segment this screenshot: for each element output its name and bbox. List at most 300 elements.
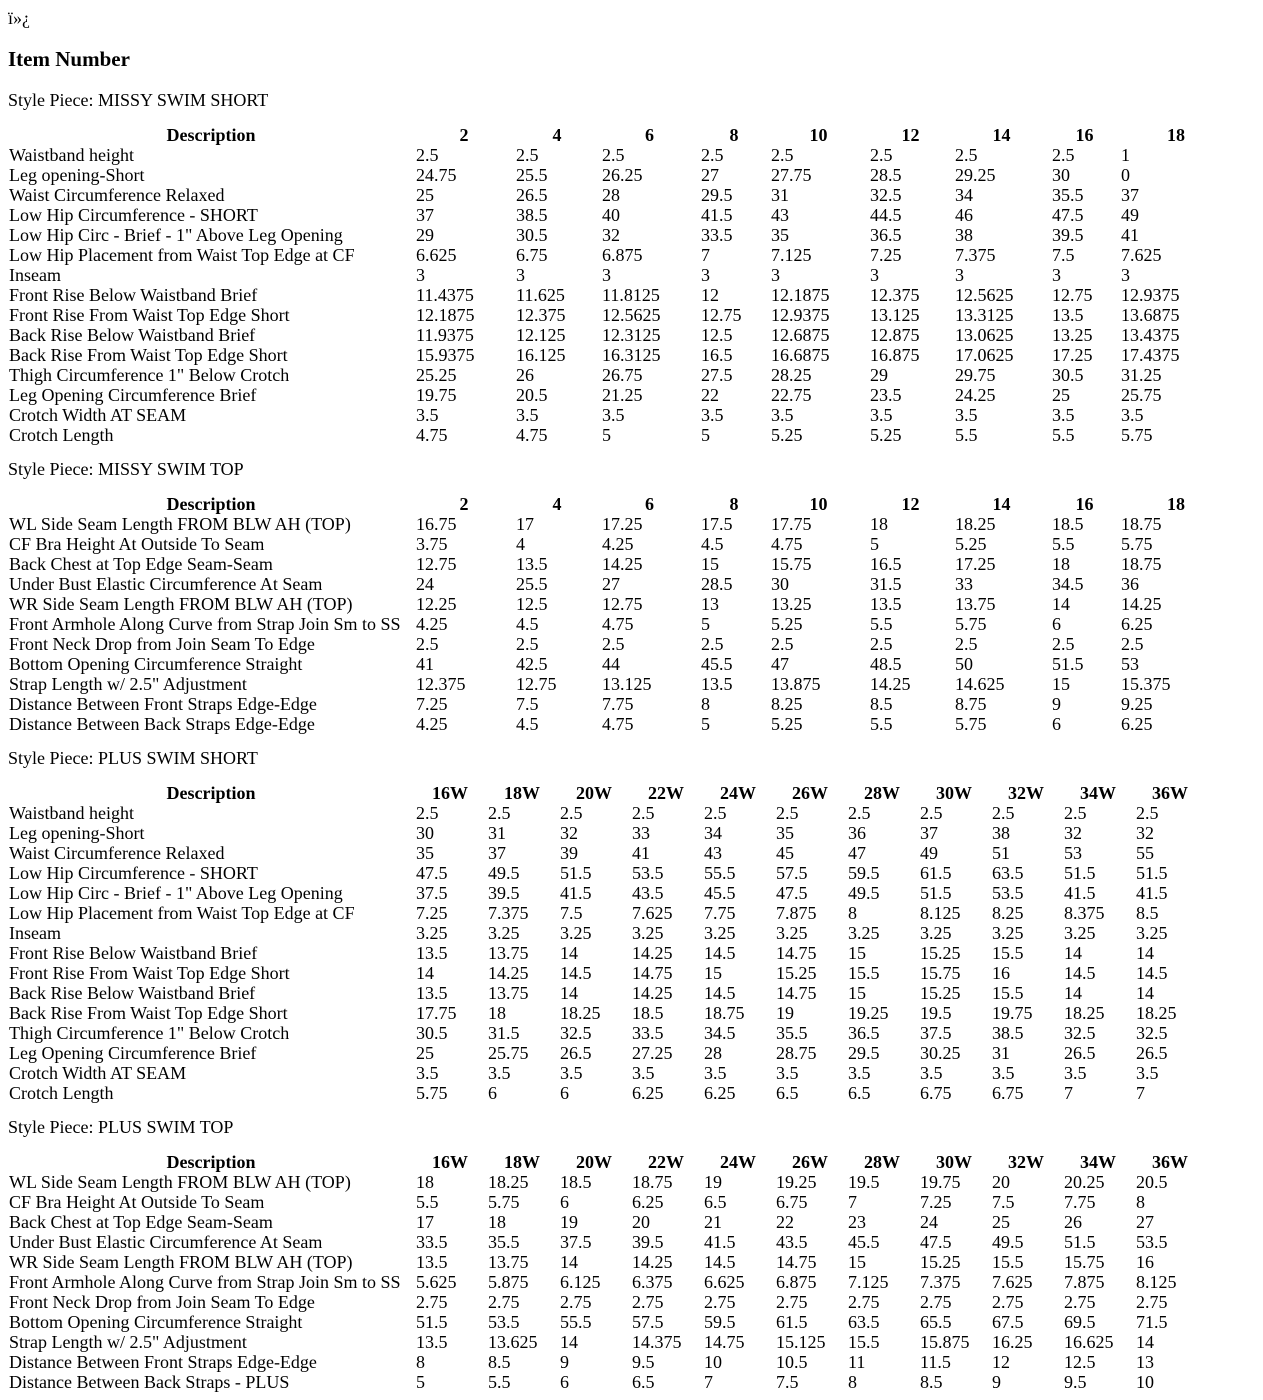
- value-cell: 2.5: [416, 634, 439, 654]
- table-row: [8, 614, 1233, 634]
- value-cell: 4: [516, 534, 525, 554]
- value-cell: 2.5: [771, 634, 794, 654]
- value-cell: 18.25: [1064, 1003, 1105, 1023]
- size-column-header: 18: [1167, 494, 1185, 514]
- value-cell: 47.5: [920, 1232, 952, 1252]
- value-cell: 19.5: [920, 1003, 952, 1023]
- value-cell: 2.5: [870, 145, 893, 165]
- value-cell: 6: [560, 1192, 569, 1212]
- value-cell: 13.5: [870, 594, 902, 614]
- description-cell: Inseam: [9, 265, 61, 285]
- description-cell: Bottom Opening Circumference Straight: [9, 1312, 303, 1332]
- size-chart-table: [8, 783, 1206, 1103]
- description-cell: WL Side Seam Length FROM BLW AH (TOP): [9, 514, 351, 534]
- value-cell: 27.5: [701, 365, 733, 385]
- value-cell: 51.5: [1052, 654, 1084, 674]
- size-column-header: 2: [459, 494, 469, 514]
- table-row: [8, 574, 1233, 594]
- value-cell: 17.75: [771, 514, 812, 534]
- value-cell: 3.25: [560, 923, 592, 943]
- value-cell: 2.5: [632, 803, 655, 823]
- value-cell: 13.5: [416, 1252, 448, 1272]
- value-cell: 53.5: [992, 883, 1024, 903]
- value-cell: 7.125: [848, 1272, 889, 1292]
- value-cell: 4.75: [516, 425, 548, 445]
- size-column-header: 28W: [864, 783, 900, 803]
- value-cell: 0: [1121, 165, 1130, 185]
- value-cell: 43.5: [632, 883, 664, 903]
- table-row: [8, 185, 1233, 205]
- value-cell: 2.75: [1064, 1292, 1096, 1312]
- value-cell: 2.5: [602, 634, 625, 654]
- value-cell: 18.75: [1121, 554, 1162, 574]
- value-cell: 24.75: [416, 165, 457, 185]
- value-cell: 20.5: [516, 385, 548, 405]
- value-cell: 3.5: [560, 1063, 583, 1083]
- value-cell: 6.5: [848, 1083, 871, 1103]
- value-cell: 15.125: [776, 1332, 826, 1352]
- value-cell: 36.5: [848, 1023, 880, 1043]
- value-cell: 49.5: [848, 883, 880, 903]
- value-cell: 34: [955, 185, 973, 205]
- value-cell: 18.25: [955, 514, 996, 534]
- description-cell: Front Armhole Along Curve from Strap Join Sm to SS: [9, 1272, 401, 1292]
- value-cell: 17.4375: [1121, 345, 1180, 365]
- value-cell: 63.5: [848, 1312, 880, 1332]
- value-cell: 15.25: [920, 943, 961, 963]
- value-cell: 13.5: [416, 943, 448, 963]
- size-column-header: 6: [645, 494, 654, 514]
- value-cell: 2.5: [516, 145, 539, 165]
- table-row: [8, 1083, 1206, 1103]
- style-piece-section: [8, 90, 1255, 445]
- value-cell: 5: [701, 425, 710, 445]
- value-cell: 14.5: [704, 1252, 736, 1272]
- value-cell: 10: [704, 1352, 722, 1372]
- value-cell: 31: [771, 185, 789, 205]
- value-cell: 61.5: [920, 863, 952, 883]
- value-cell: 26: [1064, 1212, 1082, 1232]
- value-cell: 6: [560, 1083, 569, 1103]
- table-row: [8, 843, 1206, 863]
- value-cell: 7.25: [870, 245, 902, 265]
- table-row: [8, 165, 1233, 185]
- value-cell: 3.5: [701, 405, 724, 425]
- value-cell: 12.1875: [771, 285, 830, 305]
- value-cell: 30.5: [416, 1023, 448, 1043]
- table-row: [8, 714, 1233, 734]
- value-cell: 32: [602, 225, 620, 245]
- value-cell: 19.25: [776, 1172, 817, 1192]
- value-cell: 14.75: [776, 943, 817, 963]
- table-row: [8, 803, 1206, 823]
- description-cell: Front Neck Drop from Join Seam To Edge: [9, 1292, 315, 1312]
- value-cell: 14.25: [632, 943, 673, 963]
- value-cell: 2.75: [920, 1292, 952, 1312]
- value-cell: 9.5: [632, 1352, 655, 1372]
- page-title: Item Number: [8, 47, 130, 71]
- value-cell: 30: [1052, 165, 1070, 185]
- value-cell: 14.75: [776, 1252, 817, 1272]
- value-cell: 49.5: [488, 863, 520, 883]
- value-cell: 2.5: [1064, 803, 1087, 823]
- value-cell: 7.625: [992, 1272, 1033, 1292]
- value-cell: 31: [488, 823, 506, 843]
- value-cell: 3.25: [1136, 923, 1168, 943]
- size-column-header: 26W: [792, 1152, 828, 1172]
- value-cell: 63.5: [992, 863, 1024, 883]
- value-cell: 41: [416, 654, 434, 674]
- value-cell: 9: [992, 1372, 1001, 1392]
- description-cell: Low Hip Placement from Waist Top Edge at CF: [9, 903, 355, 923]
- value-cell: 18: [416, 1172, 434, 1192]
- value-cell: 45.5: [704, 883, 736, 903]
- value-cell: 6: [1052, 614, 1061, 634]
- value-cell: 28: [704, 1043, 722, 1063]
- value-cell: 29.5: [848, 1043, 880, 1063]
- value-cell: 31.5: [870, 574, 902, 594]
- value-cell: 12.9375: [771, 305, 830, 325]
- value-cell: 5.875: [488, 1272, 529, 1292]
- size-column-header: 36W: [1152, 1152, 1188, 1172]
- style-piece-section: [8, 748, 1255, 1103]
- value-cell: 18.5: [560, 1172, 592, 1192]
- value-cell: 57.5: [776, 863, 808, 883]
- value-cell: 16.25: [992, 1332, 1033, 1352]
- value-cell: 2.5: [955, 634, 978, 654]
- value-cell: 11.5: [920, 1352, 951, 1372]
- value-cell: 14.25: [1121, 594, 1162, 614]
- table-row: [8, 694, 1233, 714]
- description-cell: Low Hip Circ - Brief - 1" Above Leg Opening: [9, 883, 343, 903]
- value-cell: 28.5: [701, 574, 733, 594]
- value-cell: 3.5: [992, 1063, 1015, 1083]
- value-cell: 14: [1064, 943, 1082, 963]
- value-cell: 43: [771, 205, 789, 225]
- value-cell: 32.5: [1064, 1023, 1096, 1043]
- value-cell: 12.75: [516, 674, 557, 694]
- value-cell: 16.625: [1064, 1332, 1114, 1352]
- value-cell: 13.6875: [1121, 305, 1180, 325]
- value-cell: 8: [1136, 1192, 1145, 1212]
- value-cell: 26.5: [1136, 1043, 1168, 1063]
- value-cell: 18: [870, 514, 888, 534]
- value-cell: 5.5: [955, 425, 978, 445]
- value-cell: 14.25: [602, 554, 643, 574]
- value-cell: 25: [416, 185, 434, 205]
- value-cell: 18.75: [632, 1172, 673, 1192]
- value-cell: 19.75: [992, 1003, 1033, 1023]
- value-cell: 33: [632, 823, 650, 843]
- value-cell: 15.25: [920, 1252, 961, 1272]
- description-column-header: Description: [166, 494, 256, 514]
- value-cell: 3: [771, 265, 780, 285]
- value-cell: 24.25: [955, 385, 996, 405]
- value-cell: 41.5: [560, 883, 592, 903]
- value-cell: 8: [701, 694, 710, 714]
- description-cell: Crotch Length: [9, 425, 114, 445]
- value-cell: 33.5: [416, 1232, 448, 1252]
- value-cell: 3.5: [632, 1063, 655, 1083]
- value-cell: 20: [632, 1212, 650, 1232]
- value-cell: 15.75: [771, 554, 812, 574]
- value-cell: 7.25: [416, 694, 448, 714]
- value-cell: 61.5: [776, 1312, 808, 1332]
- value-cell: 5.75: [1121, 425, 1153, 445]
- value-cell: 4.5: [701, 534, 724, 554]
- size-column-header: 22W: [648, 1152, 684, 1172]
- value-cell: 3.5: [416, 405, 439, 425]
- value-cell: 12: [701, 285, 719, 305]
- value-cell: 7.375: [488, 903, 529, 923]
- value-cell: 3.5: [704, 1063, 727, 1083]
- style-piece-section: [8, 459, 1255, 734]
- value-cell: 5.5: [1052, 534, 1075, 554]
- size-column-header: 34W: [1080, 1152, 1116, 1172]
- size-column-header: 18W: [504, 783, 540, 803]
- value-cell: 18.25: [560, 1003, 601, 1023]
- table-row: [8, 634, 1233, 654]
- value-cell: 2.75: [992, 1292, 1024, 1312]
- value-cell: 12.375: [870, 285, 920, 305]
- description-column-header: Description: [166, 783, 256, 803]
- size-column-header: 16: [1075, 125, 1094, 145]
- value-cell: 12.125: [516, 325, 566, 345]
- value-cell: 29: [416, 225, 434, 245]
- value-cell: 2.75: [416, 1292, 448, 1312]
- value-cell: 26: [516, 365, 534, 385]
- value-cell: 11.625: [516, 285, 565, 305]
- value-cell: 59.5: [848, 863, 880, 883]
- description-cell: Back Rise From Waist Top Edge Short: [9, 1003, 288, 1023]
- value-cell: 5.5: [488, 1372, 511, 1392]
- value-cell: 15.5: [992, 943, 1024, 963]
- value-cell: 41.5: [704, 1232, 736, 1252]
- value-cell: 36: [1121, 574, 1139, 594]
- value-cell: 19.5: [848, 1172, 880, 1192]
- table-row: [8, 1063, 1206, 1083]
- value-cell: 35: [416, 843, 434, 863]
- size-column-header: 10: [809, 494, 828, 514]
- description-cell: Leg opening-Short: [9, 165, 145, 185]
- value-cell: 7.75: [602, 694, 634, 714]
- value-cell: 12.5: [1064, 1352, 1096, 1372]
- value-cell: 32: [1136, 823, 1154, 843]
- value-cell: 4.25: [416, 614, 448, 634]
- value-cell: 2.75: [488, 1292, 520, 1312]
- value-cell: 59.5: [704, 1312, 736, 1332]
- value-cell: 41: [632, 843, 650, 863]
- value-cell: 20.25: [1064, 1172, 1105, 1192]
- value-cell: 53.5: [632, 863, 664, 883]
- value-cell: 49: [920, 843, 938, 863]
- value-cell: 17.0625: [955, 345, 1014, 365]
- table-row: [8, 1372, 1206, 1392]
- table-row: [8, 1352, 1206, 1372]
- value-cell: 12.6875: [771, 325, 830, 345]
- value-cell: 3: [955, 265, 964, 285]
- description-cell: Low Hip Placement from Waist Top Edge at CF: [9, 245, 355, 265]
- value-cell: 5: [701, 614, 710, 634]
- value-cell: 4.5: [516, 714, 539, 734]
- value-cell: 33.5: [632, 1023, 664, 1043]
- size-column-header: 30W: [936, 783, 972, 803]
- value-cell: 31.25: [1121, 365, 1162, 385]
- value-cell: 26.5: [560, 1043, 592, 1063]
- value-cell: 9.25: [1121, 694, 1153, 714]
- value-cell: 16: [992, 963, 1010, 983]
- value-cell: 6.25: [704, 1083, 736, 1103]
- value-cell: 4.75: [602, 714, 634, 734]
- value-cell: 12.5625: [955, 285, 1014, 305]
- value-cell: 8.5: [870, 694, 893, 714]
- value-cell: 26.5: [1064, 1043, 1096, 1063]
- value-cell: 14.25: [632, 1252, 673, 1272]
- value-cell: 5.5: [416, 1192, 439, 1212]
- description-column-header: Description: [166, 1152, 256, 1172]
- table-row: [8, 863, 1206, 883]
- value-cell: 14.75: [704, 1332, 745, 1352]
- value-cell: 49.5: [992, 1232, 1024, 1252]
- value-cell: 26.5: [516, 185, 548, 205]
- size-column-header: 16: [1075, 494, 1094, 514]
- table-row: [8, 1232, 1206, 1252]
- value-cell: 5: [602, 425, 611, 445]
- value-cell: 6.5: [776, 1083, 799, 1103]
- value-cell: 28.75: [776, 1043, 817, 1063]
- value-cell: 15.25: [920, 983, 961, 1003]
- value-cell: 32: [1064, 823, 1082, 843]
- size-column-header: 24W: [720, 783, 756, 803]
- value-cell: 5: [416, 1372, 425, 1392]
- value-cell: 16.5: [870, 554, 902, 574]
- value-cell: 8.25: [992, 903, 1024, 923]
- value-cell: 30.25: [920, 1043, 961, 1063]
- value-cell: 51.5: [1136, 863, 1168, 883]
- value-cell: 25.5: [516, 574, 548, 594]
- table-row: [8, 365, 1233, 385]
- description-cell: Leg opening-Short: [9, 823, 145, 843]
- description-cell: WR Side Seam Length FROM BLW AH (TOP): [9, 594, 353, 614]
- value-cell: 7.25: [416, 903, 448, 923]
- value-cell: 17.25: [602, 514, 643, 534]
- table-row: [8, 534, 1233, 554]
- description-cell: Back Rise Below Waistband Brief: [9, 983, 256, 1003]
- value-cell: 25: [416, 1043, 434, 1063]
- value-cell: 32.5: [560, 1023, 592, 1043]
- value-cell: 8.375: [1064, 903, 1105, 923]
- value-cell: 3.5: [1064, 1063, 1087, 1083]
- table-row: [8, 654, 1233, 674]
- description-cell: Bottom Opening Circumference Straight: [9, 654, 303, 674]
- value-cell: 48.5: [870, 654, 902, 674]
- value-cell: 17.25: [955, 554, 996, 574]
- description-cell: WL Side Seam Length FROM BLW AH (TOP): [9, 1172, 351, 1192]
- value-cell: 18: [488, 1003, 506, 1023]
- table-row: [8, 1312, 1206, 1332]
- value-cell: 10: [1136, 1372, 1154, 1392]
- value-cell: 3: [1121, 265, 1130, 285]
- value-cell: 31: [992, 1043, 1010, 1063]
- value-cell: 13.75: [488, 1252, 529, 1272]
- value-cell: 51.5: [1064, 1232, 1096, 1252]
- value-cell: 6: [1052, 714, 1061, 734]
- table-row: [8, 205, 1233, 225]
- value-cell: 7.875: [1064, 1272, 1105, 1292]
- table-row: [8, 1252, 1206, 1272]
- value-cell: 6.125: [560, 1272, 601, 1292]
- description-cell: Thigh Circumference 1" Below Crotch: [9, 365, 290, 385]
- value-cell: 14.25: [488, 963, 529, 983]
- table-row: [8, 1023, 1206, 1043]
- value-cell: 7.5: [560, 903, 583, 923]
- value-cell: 17.25: [1052, 345, 1093, 365]
- value-cell: 13.625: [488, 1332, 538, 1352]
- description-cell: Leg Opening Circumference Brief: [9, 385, 257, 405]
- value-cell: 16.875: [870, 345, 920, 365]
- value-cell: 18.25: [488, 1172, 529, 1192]
- value-cell: 12: [992, 1352, 1010, 1372]
- description-cell: Back Chest at Top Edge Seam-Seam: [9, 1212, 273, 1232]
- value-cell: 7.75: [1064, 1192, 1096, 1212]
- value-cell: 23.5: [870, 385, 902, 405]
- value-cell: 13.3125: [955, 305, 1014, 325]
- table-row: [8, 594, 1233, 614]
- value-cell: 14: [1136, 983, 1154, 1003]
- description-cell: Strap Length w/ 2.5" Adjustment: [9, 674, 247, 694]
- value-cell: 9: [1052, 694, 1061, 714]
- value-cell: 1: [1121, 145, 1130, 165]
- table-row: [8, 1043, 1206, 1063]
- description-cell: Front Armhole Along Curve from Strap Join Sm to SS: [9, 614, 401, 634]
- value-cell: 5.75: [955, 614, 987, 634]
- value-cell: 12.375: [416, 674, 466, 694]
- value-cell: 7.375: [920, 1272, 961, 1292]
- value-cell: 7.5: [1052, 245, 1075, 265]
- value-cell: 13.5: [1052, 305, 1084, 325]
- value-cell: 37.5: [560, 1232, 592, 1252]
- value-cell: 2.75: [1136, 1292, 1168, 1312]
- value-cell: 12.9375: [1121, 285, 1180, 305]
- value-cell: 49: [1121, 205, 1139, 225]
- value-cell: 3.25: [848, 923, 880, 943]
- description-cell: WR Side Seam Length FROM BLW AH (TOP): [9, 1252, 353, 1272]
- value-cell: 2.5: [920, 803, 943, 823]
- size-column-header: 14: [992, 494, 1011, 514]
- value-cell: 46: [955, 205, 973, 225]
- table-row: [8, 923, 1206, 943]
- value-cell: 38: [992, 823, 1010, 843]
- value-cell: 44: [602, 654, 620, 674]
- value-cell: 2.5: [488, 803, 511, 823]
- value-cell: 5.5: [870, 714, 893, 734]
- value-cell: 13.0625: [955, 325, 1014, 345]
- size-column-header: 32W: [1008, 1152, 1044, 1172]
- value-cell: 30.5: [1052, 365, 1084, 385]
- value-cell: 12.875: [870, 325, 920, 345]
- value-cell: 14: [1136, 943, 1154, 963]
- value-cell: 35.5: [488, 1232, 520, 1252]
- value-cell: 3.5: [1052, 405, 1075, 425]
- value-cell: 15: [1052, 674, 1070, 694]
- size-column-header: 32W: [1008, 783, 1044, 803]
- description-cell: Distance Between Front Straps Edge-Edge: [9, 1352, 317, 1372]
- table-row: [8, 1003, 1206, 1023]
- value-cell: 29.25: [955, 165, 996, 185]
- value-cell: 3.5: [776, 1063, 799, 1083]
- value-cell: 55.5: [560, 1312, 592, 1332]
- value-cell: 17: [416, 1212, 434, 1232]
